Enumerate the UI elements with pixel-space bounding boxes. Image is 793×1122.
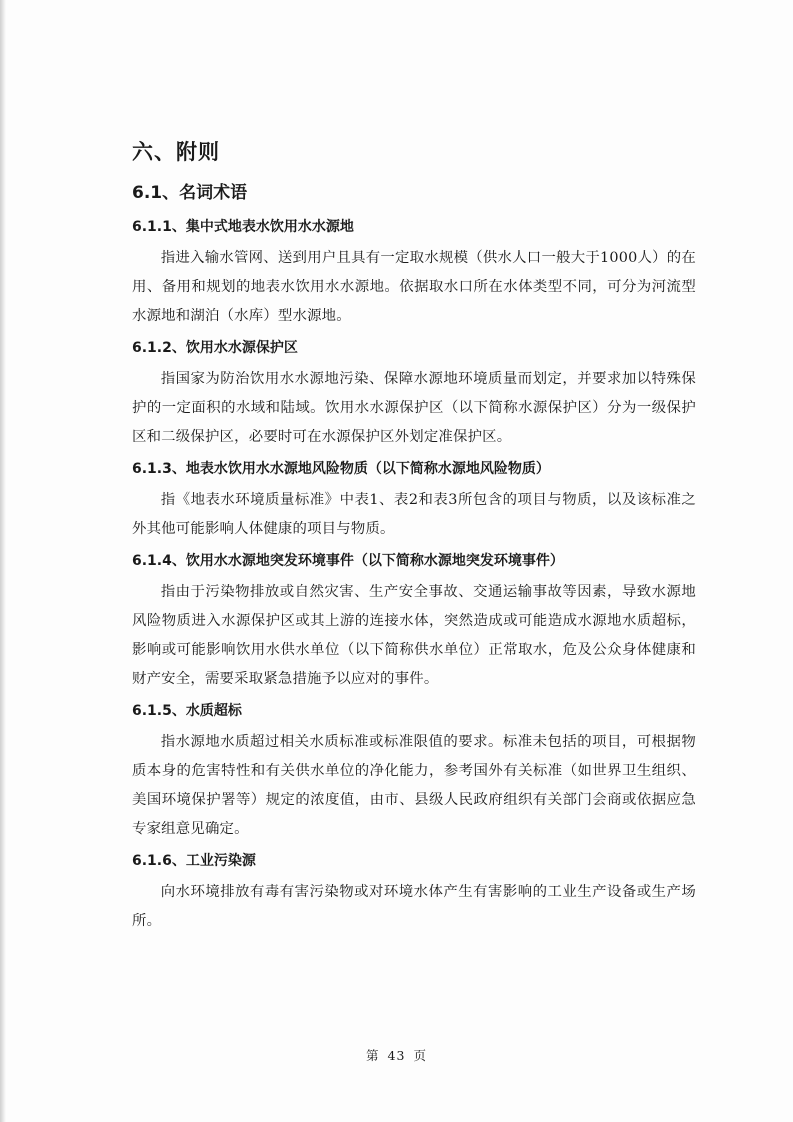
term-body: 指《地表水环境质量标准》中表1、表2和表3所包含的项目与物质，以及该标准之外其他可能影响人体健康的项目与物质。 (132, 492, 696, 537)
term-body: 指国家为防治饮用水水源地污染、保障水源地环境质量而划定，并要求加以特殊保护的一定面积的水域和陆域。饮用水水源保护区（以下简称水源保护区）分为一级保护区和二级保护区，必要时可在水源保护区外划定准保护区。 (132, 371, 696, 445)
page-number-prefix: 第 (366, 1048, 380, 1063)
term-heading: 6.1.1、集中式地表水饮用水水源地 (132, 219, 354, 235)
section-title: 6.1、名词术语 (132, 183, 248, 203)
term-heading: 6.1.5、水质超标 (132, 703, 242, 719)
page-footer (0, 1046, 793, 1064)
chapter-title: 六、附则 (132, 140, 220, 164)
term-block (132, 850, 696, 936)
term-body: 指由于污染物排放或自然灾害、生产安全事故、交通运输事故等因素，导致水源地风险物质进入水源保护区或其上游的连接水体，突然造成或可能造成水源地水质超标，影响或可能影响饮用水供水单位（以下简称供水单位）正常取水，危及公众身体健康和财产安全，需要采取紧急措施予以应对的事件。 (132, 584, 696, 687)
page-number: 43 (387, 1048, 406, 1063)
term-body: 指进入输水管网、送到用户且具有一定取水规模（供水人口一般大于1000人）的在用、备用和规划的地表水饮用水水源地。依据取水口所在水体类型不同，可分为河流型水源地和湖泊（水库）型水源地。 (132, 250, 696, 324)
term-block (132, 337, 696, 452)
term-heading: 6.1.4、饮用水水源地突发环境事件（以下简称水源地突发环境事件） (132, 553, 564, 569)
term-heading: 6.1.2、饮用水水源保护区 (132, 340, 298, 356)
term-block (132, 216, 696, 331)
term-block (132, 550, 696, 694)
page-number-suffix: 页 (413, 1048, 427, 1063)
term-block (132, 458, 696, 544)
page-content (132, 138, 696, 942)
term-block (132, 700, 696, 844)
term-heading: 6.1.6、工业污染源 (132, 853, 256, 869)
term-body: 指水源地水质超过相关水质标准或标准限值的要求。标准未包括的项目，可根据物质本身的危害特性和有关供水单位的净化能力，参考国外有关标准（如世界卫生组织、美国环境保护署等）规定的浓度值，由市、县级人民政府组织有关部门会商或依据应急专家组意见确定。 (132, 734, 696, 837)
term-heading: 6.1.3、地表水饮用水水源地风险物质（以下简称水源地风险物质） (132, 461, 550, 477)
term-body: 向水环境排放有毒有害污染物或对环境水体产生有害影响的工业生产设备或生产场所。 (132, 884, 696, 929)
scan-edge-shadow (0, 0, 6, 1122)
